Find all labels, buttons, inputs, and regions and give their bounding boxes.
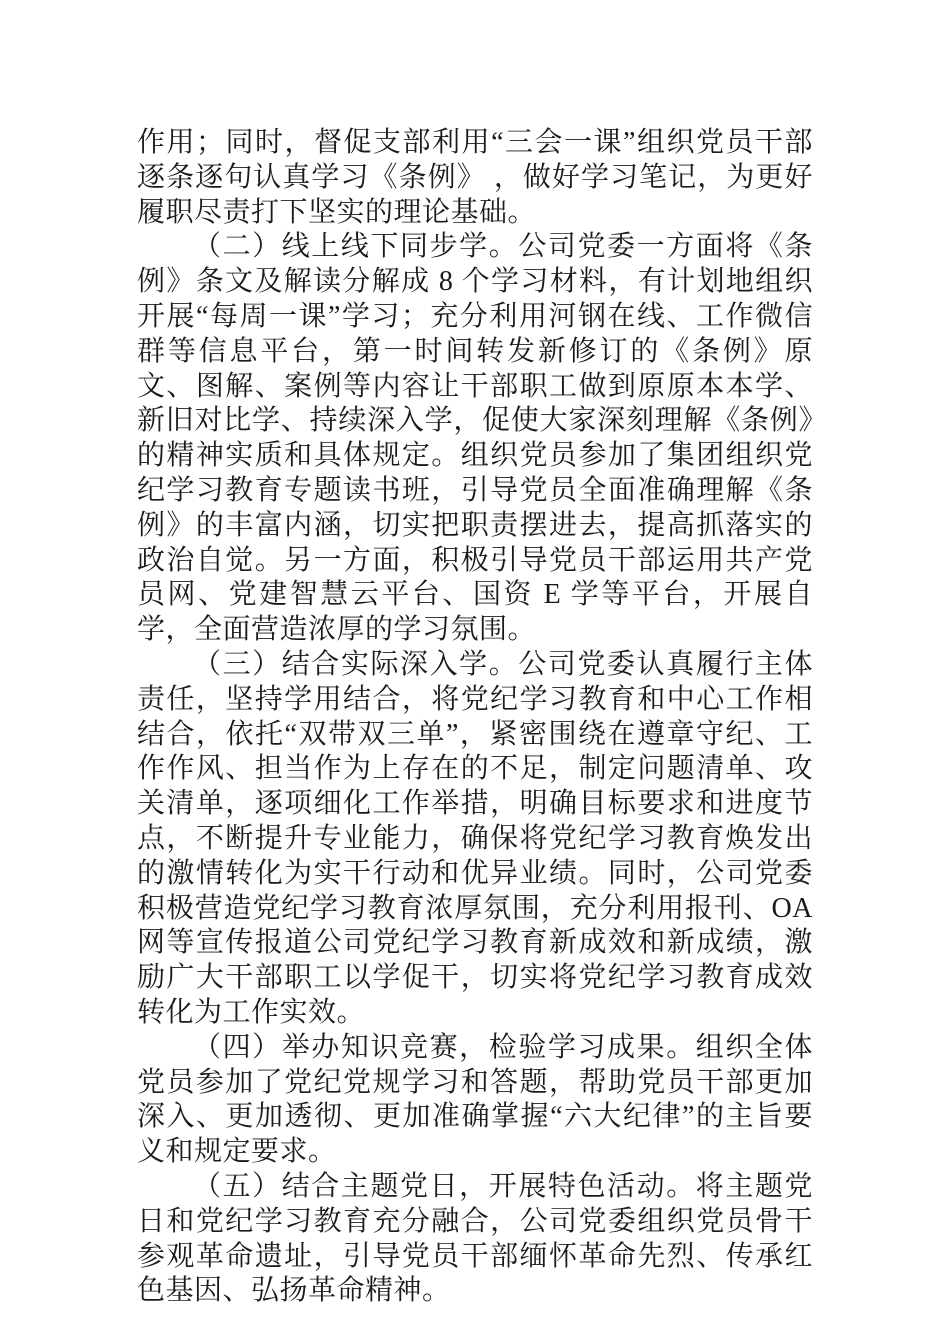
paragraph: （五）结合主题党日，开展特色活动。将主题党日和党纪学习教育充分融合，公司党委组织党员骨干参观革命遗址，引导党员干部缅怀革命先烈、传承红色基因、弘扬革命精神。 bbox=[137, 1170, 813, 1307]
paragraph: （二）线上线下同步学。公司党委一方面将《条例》条文及解读分解成 8 个学习材料，有计划地组织开展“每周一课”学习；充分利用河钢在线、工作微信群等信息平台，第一时间转发新修订的《条例》原文、图解、案例等内容让干部职工做到原原本本学、新旧对比学、持续深入学，促使大家深刻理解《条例》的精神实质和具体规定。组织党员参加了集团组织党纪学习教育专题读书班，引导党员全面准确理解《条例》的丰富内涵，切实把职责摆进去，提高抓落实的政治自觉。另一方面，积极引导党员干部运用共产党员网、党建智慧云平台、国资 E 学等平台，开展自学，全面营造浓厚的学习氛围。 bbox=[137, 231, 813, 646]
paragraph: （四）举办知识竞赛，检验学习成果。组织全体党员参加了党纪党规学习和答题，帮助党员干部更加深入、更加透彻、更加准确掌握“六大纪律”的主旨要义和规定要求。 bbox=[137, 1031, 813, 1168]
paragraph: （三）结合实际深入学。公司党委认真履行主体责任，坚持学用结合，将党纪学习教育和中心工作相结合，依托“双带双三单”，紧密围绕在遵章守纪、工作作风、担当作为上存在的不足，制定问题清单、攻关清单，逐项细化工作举措，明确目标要求和进度节点，不断提升专业能力，确保将党纪学习教育焕发出的激情转化为实干行动和优异业绩。同时，公司党委积极营造党纪学习教育浓厚氛围，充分利用报刊、OA 网等宣传报道公司党纪学习教育新成效和新成绩，激励广大干部职工以学促干，切实将党纪学习教育成效转化为工作实效。 bbox=[137, 648, 813, 1028]
paragraph: 作用；同时，督促支部利用“三会一课”组织党员干部逐条逐句认真学习《条例》 ，做好学习笔记，为更好履职尽责打下坚实的理论基础。 bbox=[137, 127, 813, 228]
